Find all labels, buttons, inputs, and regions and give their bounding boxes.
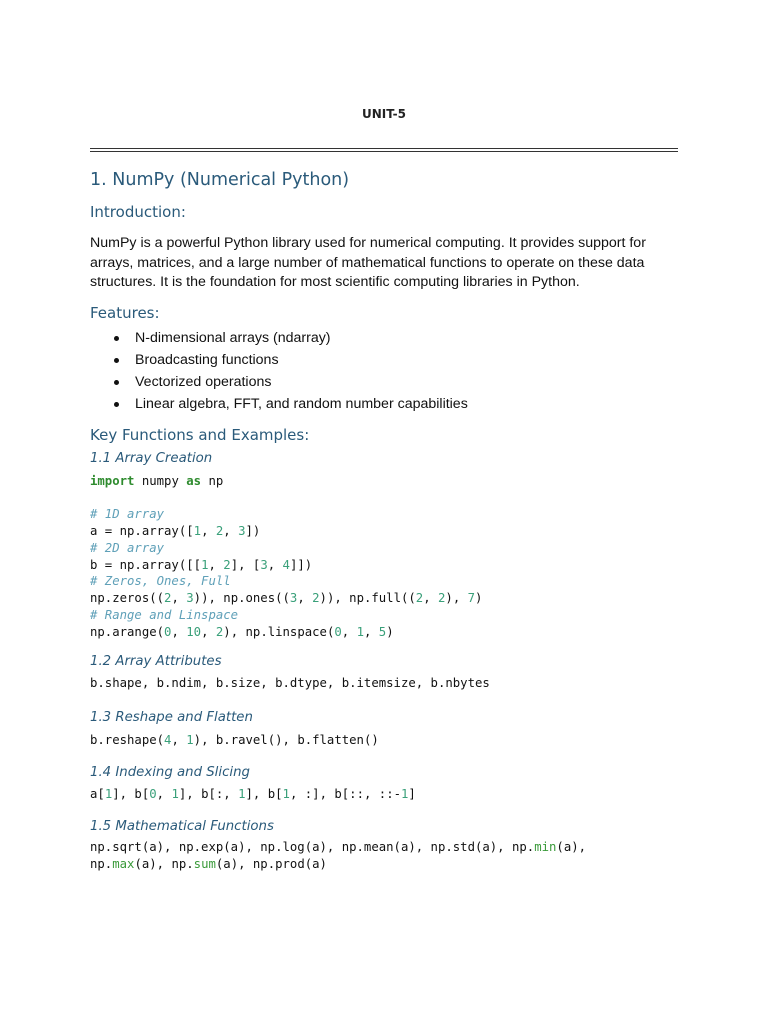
code-number: 5 <box>378 624 387 639</box>
code-text: ] <box>408 787 416 802</box>
code-text: ], b[ <box>112 787 150 802</box>
code-text: , <box>171 591 187 606</box>
code-number: 3 <box>289 591 298 606</box>
code-number: 1 <box>201 557 209 572</box>
intro-line: arrays, matrices, and a large number of mathematical functions to operate on these data <box>90 254 645 271</box>
code-line <box>90 676 490 690</box>
section-heading-indexing-slicing: 1.4 Indexing and Slicing <box>90 765 250 781</box>
code-builtin: min <box>534 840 557 855</box>
header-rule-bottom <box>90 151 678 152</box>
code-text: a = np.array([ <box>90 524 194 539</box>
code-block-array-attributes <box>90 675 680 692</box>
list-item: Broadcasting functions <box>90 349 680 371</box>
code-text: (a), <box>556 840 587 855</box>
code-number: 1 <box>401 787 409 802</box>
code-number: 2 <box>415 591 424 606</box>
code-block-array-creation <box>90 473 680 641</box>
header-rule-top <box>90 148 678 149</box>
code-line <box>90 608 238 622</box>
code-number: 4 <box>164 733 172 748</box>
code-text: , <box>267 557 283 572</box>
code-number: 3 <box>238 524 246 539</box>
section-heading-reshape-flatten: 1.3 Reshape and Flatten <box>90 710 253 726</box>
code-number: 2 <box>215 624 224 639</box>
code-number: 3 <box>260 557 268 572</box>
code-text: ), b.ravel(), b.flatten() <box>193 733 379 748</box>
code-text: , <box>423 591 439 606</box>
intro-line: NumPy is a powerful Python library used for numerical computing. It provides support for <box>90 235 646 251</box>
code-number: 4 <box>282 557 290 572</box>
code-number: 0 <box>334 624 342 639</box>
code-text: numpy <box>134 473 187 488</box>
list-item: Linear algebra, FFT, and random number capabilities <box>90 393 680 415</box>
key-functions-heading: Key Functions and Examples: <box>90 425 310 444</box>
list-item: Vectorized operations <box>90 371 680 393</box>
code-line <box>90 574 231 588</box>
code-text: np. <box>90 856 113 871</box>
code-text: )), np.full(( <box>319 591 416 606</box>
code-number: 2 <box>223 557 231 572</box>
code-comment: # 1D array <box>90 507 165 522</box>
code-text: np.sqrt(a), np.exp(a), np.log(a), np.mean(a), np.std(a), np. <box>90 840 535 855</box>
code-text: ) <box>475 591 483 606</box>
code-block-indexing-slicing <box>90 786 680 803</box>
code-number: 2 <box>438 591 446 606</box>
code-line <box>90 474 223 488</box>
code-comment: # Zeros, Ones, Full <box>90 574 231 589</box>
code-text: ) <box>386 624 394 639</box>
code-text: np.arange( <box>90 624 165 639</box>
code-text: ]]) <box>289 557 313 572</box>
code-comment: # 2D array <box>90 540 165 555</box>
code-number: 1 <box>193 524 202 539</box>
code-number: 2 <box>215 524 224 539</box>
code-text: ], [ <box>230 557 261 572</box>
code-block-math-functions <box>90 839 680 873</box>
code-text: (a), np. <box>134 856 194 871</box>
code-text: , <box>201 624 216 639</box>
code-text: np <box>201 473 224 488</box>
code-comment: # Range and Linspace <box>90 608 239 623</box>
code-text: b = np.array([[ <box>90 557 202 572</box>
code-number: 1 <box>282 787 290 802</box>
code-text: ], b[:, <box>178 787 239 802</box>
code-line <box>90 591 482 605</box>
code-text: , <box>208 557 224 572</box>
features-list <box>90 327 680 416</box>
code-number: 2 <box>312 591 320 606</box>
code-builtin: sum <box>193 856 216 871</box>
code-line <box>90 507 164 521</box>
code-line <box>90 558 312 572</box>
list-item: N-dimensional arrays (ndarray) <box>90 327 680 349</box>
code-text: ], b[ <box>245 787 283 802</box>
section-heading-array-creation: 1.1 Array Creation <box>90 450 213 466</box>
intro-line: structures. It is the foundation for most scientific computing libraries in Python. <box>90 274 580 290</box>
code-text: np.zeros(( <box>90 591 165 606</box>
code-block-reshape-flatten <box>90 732 680 749</box>
code-number: 7 <box>467 591 476 606</box>
code-text: , <box>171 733 187 748</box>
code-keyword: as <box>186 473 202 488</box>
code-number: 1 <box>186 733 194 748</box>
code-line <box>90 787 416 801</box>
code-line <box>90 625 394 639</box>
code-text: (a), np.prod(a) <box>215 856 327 871</box>
unit-header: UNIT-5 <box>361 107 406 121</box>
code-text: ), np.linspace( <box>223 624 335 639</box>
section-heading-array-attributes: 1.2 Array Attributes <box>90 653 222 669</box>
code-keyword: import <box>90 473 135 488</box>
code-number: 2 <box>164 591 172 606</box>
code-text: , <box>363 624 379 639</box>
code-line <box>90 840 586 854</box>
content <box>90 165 680 873</box>
code-builtin: max <box>112 856 135 871</box>
code-text: b.shape, b.ndim, b.size, b.dtype, b.itemsize, b.nbytes <box>90 675 490 690</box>
page-title: 1. NumPy (Numerical Python) <box>90 170 350 190</box>
code-number: 1 <box>104 787 113 802</box>
section-heading-math-functions: 1.5 Mathematical Functions <box>90 819 274 835</box>
code-text: , <box>341 624 357 639</box>
code-number: 1 <box>356 624 364 639</box>
code-text: , :], b[::, ::- <box>289 787 402 802</box>
code-number: 0 <box>164 624 172 639</box>
code-line <box>90 541 164 555</box>
code-line <box>90 524 260 538</box>
code-number: 0 <box>149 787 157 802</box>
code-number: 10 <box>186 624 202 639</box>
code-line <box>90 857 327 871</box>
code-text: , <box>171 624 187 639</box>
code-text: , <box>201 524 216 539</box>
code-number: 1 <box>171 787 179 802</box>
code-text: , <box>156 787 172 802</box>
code-text: )), np.ones(( <box>193 591 290 606</box>
code-text: ]) <box>245 524 261 539</box>
code-number: 1 <box>238 787 246 802</box>
code-text: ), <box>445 591 468 606</box>
code-text: , <box>223 524 239 539</box>
intro-paragraph <box>90 234 680 293</box>
code-text: b.reshape( <box>90 733 165 748</box>
code-text: , <box>297 591 313 606</box>
code-number: 3 <box>186 591 194 606</box>
code-text: a[ <box>90 787 105 802</box>
code-line <box>90 733 379 747</box>
features-heading: Features: <box>90 303 160 322</box>
intro-heading: Introduction: <box>90 203 186 221</box>
